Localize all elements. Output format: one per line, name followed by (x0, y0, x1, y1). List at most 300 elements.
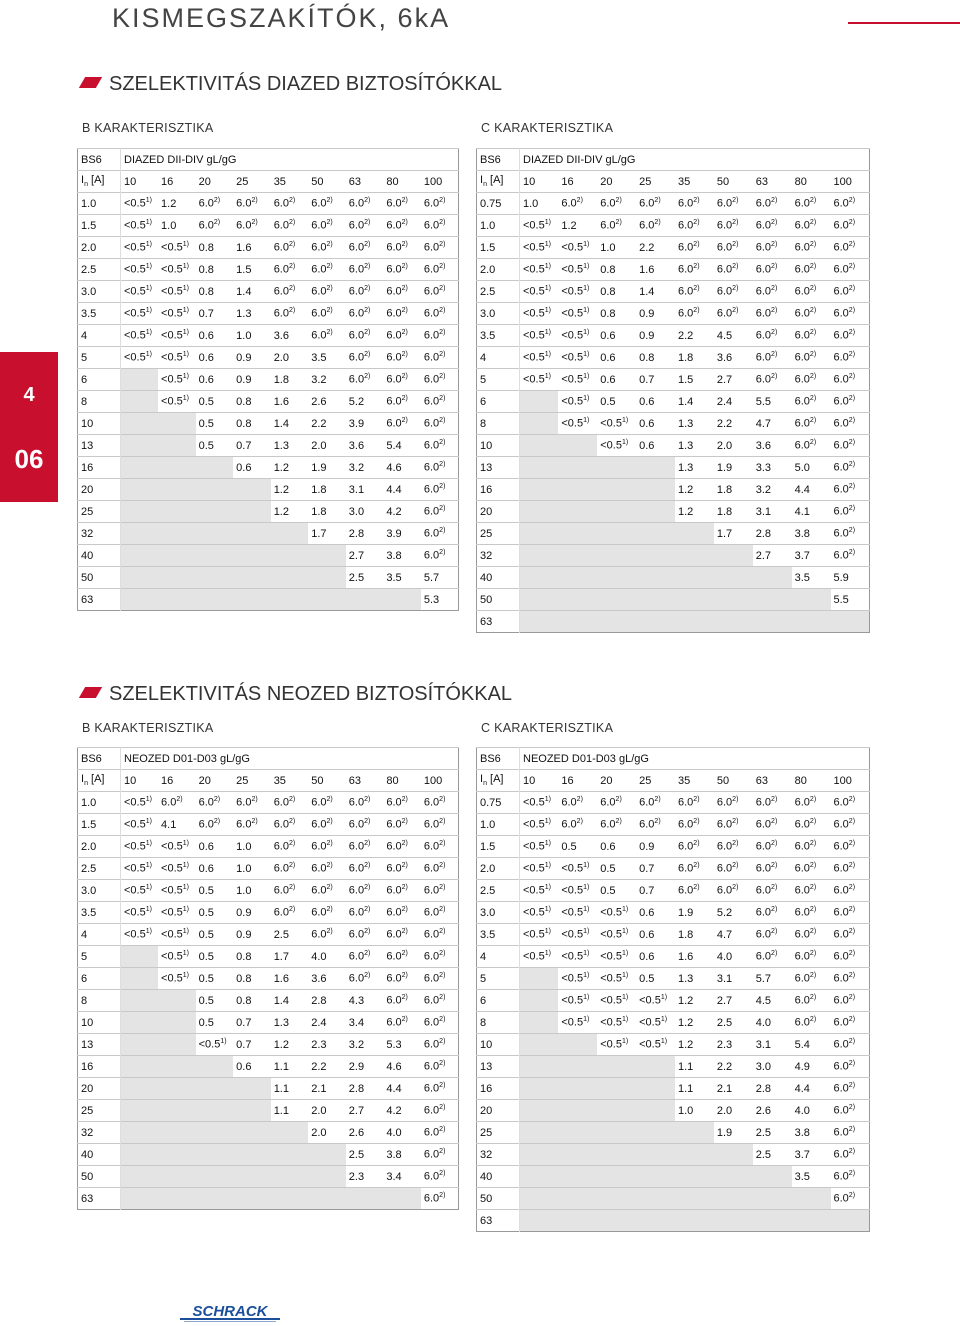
empty-cell (558, 1034, 597, 1056)
table-row (477, 303, 870, 325)
selectivity-value: 1.9 (714, 457, 753, 479)
selectivity-value: $<0.5^{1)}$ (158, 836, 196, 858)
row-label: 63 (78, 1188, 121, 1210)
empty-cell (714, 1166, 753, 1188)
selectivity-value: 0.6 (233, 1056, 271, 1078)
row-label: 3.5 (477, 924, 520, 946)
empty-cell (520, 589, 559, 611)
selectivity-value: 0.6 (636, 391, 675, 413)
selectivity-value: 6.0$^{2)}$ (675, 880, 714, 902)
table-row (78, 303, 459, 325)
selectivity-value: 0.8 (233, 946, 271, 968)
rated-current-label: $I_n$ [A] (477, 171, 520, 193)
empty-cell (597, 611, 636, 633)
selectivity-value: $<0.5^{1)}$ (520, 836, 559, 858)
fuse-rating-header: 35 (271, 171, 309, 193)
table-row (477, 1210, 870, 1232)
empty-cell (158, 1188, 196, 1210)
selectivity-value: $<0.5^{1)}$ (158, 924, 196, 946)
row-label: 32 (477, 545, 520, 567)
selectivity-value: 4.7 (753, 413, 792, 435)
empty-cell (597, 1122, 636, 1144)
table-row (78, 792, 459, 814)
selectivity-value: 6.0$^{2)}$ (714, 259, 753, 281)
selectivity-value: $<0.5^{1)}$ (121, 281, 159, 303)
selectivity-value: 6.0$^{2)}$ (421, 193, 459, 215)
selectivity-value: 6.0$^{2)}$ (233, 814, 271, 836)
row-label: 2.0 (78, 836, 121, 858)
row-label: 3.5 (78, 902, 121, 924)
selectivity-value: 6.0$^{2)}$ (558, 814, 597, 836)
selectivity-value: 0.9 (636, 303, 675, 325)
empty-cell (308, 1188, 346, 1210)
row-label: 8 (477, 1012, 520, 1034)
empty-cell (675, 1166, 714, 1188)
selectivity-value: 6.0$^{2)}$ (792, 347, 831, 369)
selectivity-value: $<0.5^{1)}$ (121, 924, 159, 946)
selectivity-value: 6.0$^{2)}$ (346, 924, 384, 946)
table-row (78, 589, 459, 611)
selectivity-value: 1.9 (675, 902, 714, 924)
selectivity-value: 2.3 (714, 1034, 753, 1056)
empty-cell (121, 523, 159, 545)
selectivity-value: $<0.5^{1)}$ (558, 303, 597, 325)
selectivity-value: 6.0$^{2)}$ (831, 1122, 870, 1144)
selectivity-value: 1.8 (714, 479, 753, 501)
table-row (477, 479, 870, 501)
selectivity-value: $<0.5^{1)}$ (121, 836, 159, 858)
selectivity-value: $<0.5^{1)}$ (558, 369, 597, 391)
selectivity-value: 0.7 (233, 435, 271, 457)
selectivity-value: 6.0$^{2)}$ (421, 281, 459, 303)
selectivity-value: 0.8 (233, 990, 271, 1012)
fuse-rating-header: 80 (792, 171, 831, 193)
table-row (477, 814, 870, 836)
selectivity-value: 0.6 (597, 369, 636, 391)
table-row (477, 193, 870, 215)
selectivity-value: 0.6 (196, 836, 234, 858)
selectivity-value: 6.0$^{2)}$ (308, 880, 346, 902)
empty-cell (520, 1078, 559, 1100)
selectivity-value: 6.0$^{2)}$ (308, 237, 346, 259)
table-row (477, 1144, 870, 1166)
selectivity-value: $<0.5^{1)}$ (158, 946, 196, 968)
fuse-rating-header: 20 (196, 770, 234, 792)
fuse-rating-header: 100 (421, 171, 459, 193)
selectivity-value: $<0.5^{1)}$ (121, 259, 159, 281)
table-row (78, 836, 459, 858)
row-label: 0.75 (477, 193, 520, 215)
table-row (78, 347, 459, 369)
fuse-rating-header: 63 (753, 770, 792, 792)
selectivity-value: 6.0$^{2)}$ (714, 237, 753, 259)
row-label: 10 (477, 435, 520, 457)
selectivity-value: 6.0$^{2)}$ (831, 479, 870, 501)
empty-cell (308, 1144, 346, 1166)
empty-cell (753, 589, 792, 611)
selectivity-value: 6.0$^{2)}$ (346, 325, 384, 347)
selectivity-value: 6.0$^{2)}$ (831, 1078, 870, 1100)
selectivity-value: 6.0$^{2)}$ (346, 193, 384, 215)
empty-cell (121, 1034, 159, 1056)
empty-cell (158, 479, 196, 501)
selectivity-value: 6.0$^{2)}$ (753, 325, 792, 347)
selectivity-value: 0.9 (233, 369, 271, 391)
row-label: 25 (78, 501, 121, 523)
fuse-rating-header: 25 (636, 171, 675, 193)
selectivity-value: $<0.5^{1)}$ (558, 924, 597, 946)
selectivity-value: $<0.5^{1)}$ (636, 1012, 675, 1034)
table-row (78, 1034, 459, 1056)
selectivity-value: 6.0$^{2)}$ (636, 193, 675, 215)
selectivity-value: 1.1 (675, 1056, 714, 1078)
selectivity-value: 2.4 (308, 1012, 346, 1034)
selectivity-value: 0.5 (196, 946, 234, 968)
empty-cell (158, 1034, 196, 1056)
selectivity-value: 6.0$^{2)}$ (271, 836, 309, 858)
row-label: 0.75 (477, 792, 520, 814)
selectivity-value: 6.0$^{2)}$ (421, 325, 459, 347)
selectivity-value: $<0.5^{1)}$ (520, 281, 559, 303)
selectivity-value: $<0.5^{1)}$ (520, 858, 559, 880)
selectivity-value: 6.0$^{2)}$ (831, 325, 870, 347)
selectivity-value: 3.8 (383, 1144, 421, 1166)
empty-cell (558, 1122, 597, 1144)
selectivity-value: 4.0 (308, 946, 346, 968)
selectivity-value: 0.7 (636, 369, 675, 391)
selectivity-value: 5.4 (383, 435, 421, 457)
selectivity-value: 1.3 (675, 435, 714, 457)
selectivity-value: 6.0$^{2)}$ (714, 215, 753, 237)
table-row (477, 435, 870, 457)
empty-cell (233, 1100, 271, 1122)
fuse-rating-header: 25 (233, 770, 271, 792)
selectivity-value: 6.0$^{2)}$ (753, 259, 792, 281)
empty-cell (675, 567, 714, 589)
empty-cell (121, 946, 159, 968)
empty-cell (233, 501, 271, 523)
row-label: 4 (477, 347, 520, 369)
selectivity-value: 0.8 (196, 259, 234, 281)
selectivity-value: 6.0$^{2)}$ (753, 946, 792, 968)
neozed-heading-text: SZELEKTIVITÁS NEOZED BIZTOSÍTÓKKAL (109, 683, 513, 705)
selectivity-value: 2.8 (753, 1078, 792, 1100)
empty-cell (520, 1034, 559, 1056)
selectivity-value: $<0.5^{1)}$ (520, 303, 559, 325)
selectivity-value: 3.9 (346, 413, 384, 435)
empty-cell (558, 589, 597, 611)
selectivity-value: 0.6 (636, 902, 675, 924)
selectivity-value: 0.8 (233, 413, 271, 435)
selectivity-value: $<0.5^{1)}$ (520, 259, 559, 281)
selectivity-value: 6.0$^{2)}$ (308, 858, 346, 880)
selectivity-value: 3.7 (792, 1144, 831, 1166)
chapter-number: 4 (23, 384, 35, 406)
table-row (477, 215, 870, 237)
selectivity-value: 6.0$^{2)}$ (753, 347, 792, 369)
table-row (477, 281, 870, 303)
fuse-rating-header: 25 (233, 171, 271, 193)
selectivity-value: 5.0 (792, 457, 831, 479)
selectivity-value: 6.0$^{2)}$ (383, 836, 421, 858)
selectivity-value: 2.0 (714, 435, 753, 457)
table-row (477, 1188, 870, 1210)
selectivity-value: $<0.5^{1)}$ (597, 1034, 636, 1056)
empty-cell (271, 1166, 309, 1188)
row-label: 10 (78, 413, 121, 435)
selectivity-value: 6.0$^{2)}$ (308, 281, 346, 303)
empty-cell (233, 567, 271, 589)
selectivity-value: 6.0$^{2)}$ (346, 968, 384, 990)
selectivity-value: 6.0$^{2)}$ (421, 946, 459, 968)
table-row (477, 413, 870, 435)
selectivity-value: 4.4 (383, 1078, 421, 1100)
selectivity-value: 5.9 (831, 567, 870, 589)
selectivity-value: 6.0$^{2)}$ (421, 259, 459, 281)
selectivity-value: 1.0 (233, 858, 271, 880)
selectivity-value: 1.4 (636, 281, 675, 303)
selectivity-value: 6.0$^{2)}$ (675, 215, 714, 237)
empty-cell (636, 567, 675, 589)
selectivity-value: 0.5 (196, 1012, 234, 1034)
table-row (78, 880, 459, 902)
selectivity-value: 0.5 (196, 990, 234, 1012)
empty-cell (714, 589, 753, 611)
selectivity-value: $<0.5^{1)}$ (121, 902, 159, 924)
selectivity-value: 6.0$^{2)}$ (421, 1078, 459, 1100)
selectivity-value: 0.5 (597, 880, 636, 902)
row-label: 4 (78, 325, 121, 347)
empty-cell (597, 1210, 636, 1232)
row-label: 25 (477, 1122, 520, 1144)
selectivity-value: 3.5 (792, 1166, 831, 1188)
empty-cell (158, 413, 196, 435)
selectivity-value: 6.0$^{2)}$ (714, 281, 753, 303)
selectivity-value: 0.6 (196, 347, 234, 369)
empty-cell (121, 1078, 159, 1100)
selectivity-value: 6.0$^{2)}$ (792, 814, 831, 836)
empty-cell (271, 1144, 309, 1166)
empty-cell (121, 479, 159, 501)
table-row (78, 1056, 459, 1078)
selectivity-value: 6.0$^{2)}$ (421, 1122, 459, 1144)
empty-cell (714, 1144, 753, 1166)
selectivity-value: $<0.5^{1)}$ (158, 325, 196, 347)
empty-cell (597, 1056, 636, 1078)
row-label: 1.5 (78, 215, 121, 237)
row-label: 1.0 (477, 814, 520, 836)
selectivity-value: 1.2 (271, 457, 309, 479)
table-column-header-row (78, 770, 459, 792)
row-label: 2.5 (477, 880, 520, 902)
empty-cell (196, 1188, 234, 1210)
selectivity-value: 6.0$^{2)}$ (792, 924, 831, 946)
selectivity-value: 6.0$^{2)}$ (675, 237, 714, 259)
selectivity-value: $<0.5^{1)}$ (520, 902, 559, 924)
selectivity-value: 2.9 (346, 1056, 384, 1078)
fuse-rating-header: 35 (271, 770, 309, 792)
selectivity-value: 6.0$^{2)}$ (383, 391, 421, 413)
table-header-row (477, 149, 870, 171)
selectivity-value: 6.0$^{2)}$ (792, 193, 831, 215)
table-row (477, 946, 870, 968)
rated-current-label: $I_n$ [A] (78, 770, 121, 792)
neozed-c-table (476, 747, 870, 1232)
diazed-c-subtitle: C KARAKTERISZTIKA (481, 121, 614, 135)
empty-cell (271, 589, 309, 611)
selectivity-value: 6.0$^{2)}$ (421, 303, 459, 325)
selectivity-value: $<0.5^{1)}$ (636, 1034, 675, 1056)
empty-cell (520, 1210, 559, 1232)
table-row (477, 1012, 870, 1034)
selectivity-value: 0.8 (597, 259, 636, 281)
empty-cell (196, 1144, 234, 1166)
selectivity-value: 6.0$^{2)}$ (271, 303, 309, 325)
empty-cell (520, 1100, 559, 1122)
row-label: 20 (78, 1078, 121, 1100)
empty-cell (675, 1122, 714, 1144)
empty-cell (714, 611, 753, 633)
empty-cell (196, 567, 234, 589)
row-label: 1.5 (477, 836, 520, 858)
selectivity-value: 6.0$^{2)}$ (831, 523, 870, 545)
selectivity-value: 6.0$^{2)}$ (421, 391, 459, 413)
fuse-rating-header: 50 (308, 770, 346, 792)
empty-cell (233, 1122, 271, 1144)
section-marker-icon (79, 687, 102, 698)
selectivity-value: 4.1 (792, 501, 831, 523)
selectivity-value: 6.0$^{2)}$ (346, 946, 384, 968)
diazed-c-table (476, 148, 870, 633)
selectivity-value: 1.3 (233, 303, 271, 325)
empty-cell (558, 1100, 597, 1122)
empty-cell (558, 567, 597, 589)
table-row (78, 902, 459, 924)
selectivity-value: $<0.5^{1)}$ (558, 237, 597, 259)
selectivity-value: $<0.5^{1)}$ (558, 413, 597, 435)
selectivity-value: 0.9 (636, 836, 675, 858)
selectivity-value: 6.0$^{2)}$ (675, 259, 714, 281)
empty-cell (597, 1078, 636, 1100)
fuse-rating-header: 16 (558, 770, 597, 792)
selectivity-value: 6.0$^{2)}$ (792, 259, 831, 281)
selectivity-value: 6.0$^{2)}$ (753, 193, 792, 215)
row-label: 1.5 (477, 237, 520, 259)
selectivity-value: 6.0$^{2)}$ (421, 501, 459, 523)
table-row (477, 347, 870, 369)
row-label: 13 (477, 457, 520, 479)
selectivity-value: 0.8 (233, 968, 271, 990)
empty-cell (158, 1122, 196, 1144)
selectivity-value: 6.0$^{2)}$ (597, 193, 636, 215)
row-label: 2.0 (477, 858, 520, 880)
selectivity-value: 6.0$^{2)}$ (421, 814, 459, 836)
selectivity-value: 0.6 (196, 369, 234, 391)
table-row (78, 545, 459, 567)
selectivity-value: $<0.5^{1)}$ (558, 391, 597, 413)
selectivity-value: 6.0$^{2)}$ (271, 193, 309, 215)
selectivity-value: 6.0$^{2)}$ (831, 1056, 870, 1078)
table-row (78, 281, 459, 303)
selectivity-value: 3.5 (383, 567, 421, 589)
selectivity-value: 6.0$^{2)}$ (383, 858, 421, 880)
empty-cell (158, 1012, 196, 1034)
table-row (477, 1056, 870, 1078)
table-row (477, 1078, 870, 1100)
empty-cell (158, 990, 196, 1012)
empty-cell (675, 1188, 714, 1210)
fuse-rating-header: 63 (346, 770, 384, 792)
row-label: 10 (78, 1012, 121, 1034)
selectivity-value: 6.0$^{2)}$ (753, 369, 792, 391)
selectivity-value: 0.5 (196, 880, 234, 902)
selectivity-value: 1.1 (675, 1078, 714, 1100)
selectivity-value: 6.0$^{2)}$ (831, 990, 870, 1012)
empty-cell (346, 1188, 384, 1210)
selectivity-value: 6.0$^{2)}$ (831, 924, 870, 946)
row-label: 13 (78, 1034, 121, 1056)
selectivity-value: 5.3 (421, 589, 459, 611)
row-label: 50 (78, 567, 121, 589)
selectivity-value: 6.0$^{2)}$ (383, 968, 421, 990)
selectivity-value: 6.0$^{2)}$ (196, 792, 234, 814)
row-label: 3.5 (78, 303, 121, 325)
fuse-rating-header: 20 (196, 171, 234, 193)
rated-current-label: $I_n$ [A] (78, 171, 121, 193)
selectivity-value: 6.0$^{2)}$ (421, 523, 459, 545)
fuse-rating-header: 25 (636, 770, 675, 792)
selectivity-value: 6.0$^{2)}$ (421, 902, 459, 924)
empty-cell (831, 611, 870, 633)
selectivity-value: 6.0$^{2)}$ (383, 880, 421, 902)
selectivity-value: 0.6 (233, 457, 271, 479)
empty-cell (636, 589, 675, 611)
table-row (78, 1012, 459, 1034)
selectivity-value: 0.8 (233, 391, 271, 413)
empty-cell (233, 1144, 271, 1166)
table-row (78, 325, 459, 347)
selectivity-value: 6.0$^{2)}$ (421, 369, 459, 391)
selectivity-value: $<0.5^{1)}$ (597, 968, 636, 990)
empty-cell (308, 589, 346, 611)
selectivity-value: 6.0$^{2)}$ (421, 435, 459, 457)
selectivity-value: 6.0$^{2)}$ (714, 858, 753, 880)
empty-cell (558, 1166, 597, 1188)
table-row (477, 457, 870, 479)
selectivity-value: $<0.5^{1)}$ (158, 237, 196, 259)
row-label: 4 (477, 946, 520, 968)
empty-cell (636, 1056, 675, 1078)
selectivity-value: 4.6 (383, 1056, 421, 1078)
selectivity-value: 1.8 (308, 479, 346, 501)
table-row (78, 946, 459, 968)
empty-cell (597, 457, 636, 479)
selectivity-value: 2.8 (308, 990, 346, 1012)
empty-cell (520, 501, 559, 523)
table-row (78, 968, 459, 990)
empty-cell (158, 1166, 196, 1188)
table-row (78, 924, 459, 946)
selectivity-value: 6.0$^{2)}$ (421, 1056, 459, 1078)
selectivity-value: 1.9 (308, 457, 346, 479)
empty-cell (520, 479, 559, 501)
selectivity-value: 6.0$^{2)}$ (753, 215, 792, 237)
selectivity-value: 6.0$^{2)}$ (831, 1012, 870, 1034)
row-label: 2.5 (78, 858, 121, 880)
selectivity-value: 6.0$^{2)}$ (271, 259, 309, 281)
table-row (78, 237, 459, 259)
fuse-rating-header: 63 (346, 171, 384, 193)
